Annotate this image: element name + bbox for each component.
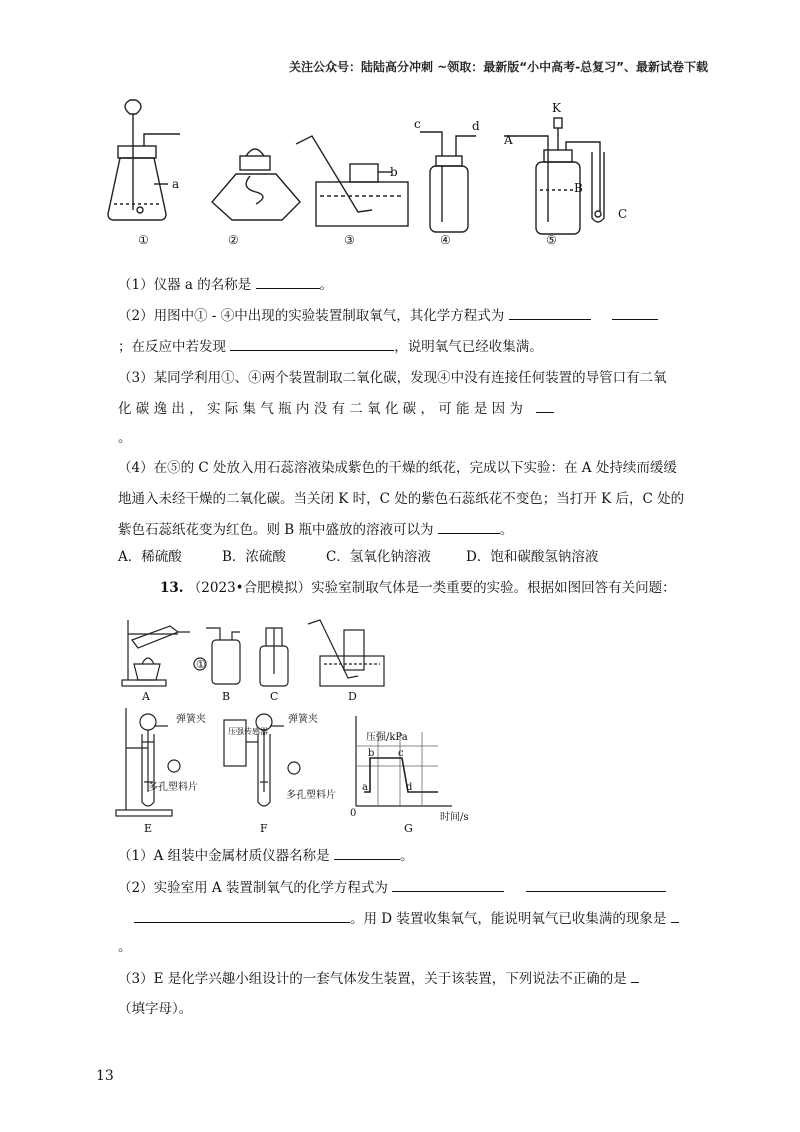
caption-5: ⑤ <box>546 233 557 247</box>
caption-G: G <box>404 822 413 835</box>
label-sensor: 压强传感器 <box>228 727 268 736</box>
caption-1: ① <box>138 233 149 247</box>
q12-part1: （1）仪器 a 的名称是 。 <box>118 277 334 293</box>
q12-part3-line2: 化 碳 逸 出 ， 实 际 集 气 瓶 内 没 有 二 氧 化 碳 ， 可 能 是 因 为 <box>118 399 554 418</box>
q12-part4-line3: 紫色石蕊纸花变为红色。则 B 瓶中盛放的溶液可以为 。 <box>118 522 514 538</box>
q13-stem: 13. （2023•合肥模拟）实验室制取气体是一类重要的实验。根据如图回答有关问题： <box>160 580 676 596</box>
caption-B: B <box>222 690 231 703</box>
q12-part2-line2: ；在反应中若发现 ，说明氧气已经收集满。 <box>118 339 543 355</box>
option-d: D．饱和碳酸氢钠溶液 <box>466 549 599 565</box>
label-A: A <box>504 133 513 147</box>
label-d: d <box>472 119 480 133</box>
gas-washing-bottle <box>536 162 580 234</box>
option-a: A．稀硫酸 <box>118 549 182 565</box>
label-B: B <box>574 181 583 195</box>
caption-E: E <box>144 822 153 835</box>
q13-part2-line2: 。用 D 装置收集氧气，能说明氧气已收集满的现象是 <box>134 909 679 928</box>
q13-part3-line2: （填字母）。 <box>118 1001 193 1017</box>
label-plate-f: 多孔塑料片 <box>286 790 336 801</box>
q13-part2-line3: 。 <box>118 939 132 955</box>
q12-options <box>118 548 598 566</box>
label-point-a: a <box>362 782 368 793</box>
label-point-b: b <box>368 748 375 759</box>
caption-F: F <box>260 822 268 835</box>
label-circle-1: ① <box>196 658 206 671</box>
label-plate-e: 多孔塑料片 <box>148 782 198 793</box>
caption-2: ② <box>228 233 239 247</box>
q12-part4-line1: （4）在⑤的 C 处放入用石蕊溶液染成紫色的干燥的纸花，完成以下实验：在 A 处持续而缓缓 <box>118 460 677 476</box>
label-spring-clip-f: 弹簧夹 <box>288 714 318 725</box>
apparatus-figure-3 <box>108 706 488 838</box>
caption-4: ④ <box>440 233 451 247</box>
q12-part3-line3: 。 <box>118 430 132 446</box>
q12-part2-line1: （2）用图中① - ④中出现的实验装置制取氧气，其化学方程式为 <box>118 306 658 325</box>
alcohol-lamp <box>212 174 300 220</box>
apparatus-figure-1 <box>100 92 660 252</box>
label-a: a <box>172 177 180 191</box>
option-b: B．浓硫酸 <box>222 549 286 565</box>
label-c: c <box>414 117 421 131</box>
caption-C: C <box>270 690 279 703</box>
label-y-axis: 压强/kPa <box>366 732 408 743</box>
water-trough <box>316 182 408 226</box>
apparatus-figure-2 <box>108 610 408 704</box>
label-point-d: d <box>406 782 413 793</box>
label-point-c: c <box>398 748 404 759</box>
label-K: K <box>552 101 561 115</box>
option-c: C．氢氧化钠溶液 <box>326 549 431 565</box>
label-x-axis: 时间/s <box>440 812 469 823</box>
q12-part4-line2: 地通入未经干燥的二氧化碳。当关闭 K 时，C 处的紫色石蕊纸花不变色；当打开 K 后，C 处的 <box>118 491 685 507</box>
caption-D: D <box>348 690 357 703</box>
page-header: 关注公众号：陆陆高分冲刺 ~领取：最新版“小中高考-总复习”、最新试卷下载 <box>289 60 708 74</box>
q13-part3-line1: （3）E 是化学兴趣小组设计的一套气体发生装置，关于该装置，下列说法不正确的是 <box>118 969 639 988</box>
label-C: C <box>618 207 628 221</box>
label-b: b <box>390 165 398 179</box>
q13-part2-line1: （2）实验室用 A 装置制氧气的化学方程式为 <box>118 878 666 897</box>
q12-part3-line1: （3）某同学利用①、④两个装置制取二氧化碳，发现④中没有连接任何装置的导管口有二氧 <box>118 370 667 386</box>
page-number: 13 <box>96 1068 114 1084</box>
label-origin: 0 <box>350 808 357 819</box>
gas-collecting-bottle <box>430 166 468 232</box>
caption-A: A <box>142 690 150 703</box>
caption-3: ③ <box>344 233 355 247</box>
label-spring-clip-e: 弹簧夹 <box>176 714 206 725</box>
pressure-curve <box>364 758 438 792</box>
q13-part1: （1）A 组装中金属材质仪器名称是 。 <box>118 848 414 864</box>
